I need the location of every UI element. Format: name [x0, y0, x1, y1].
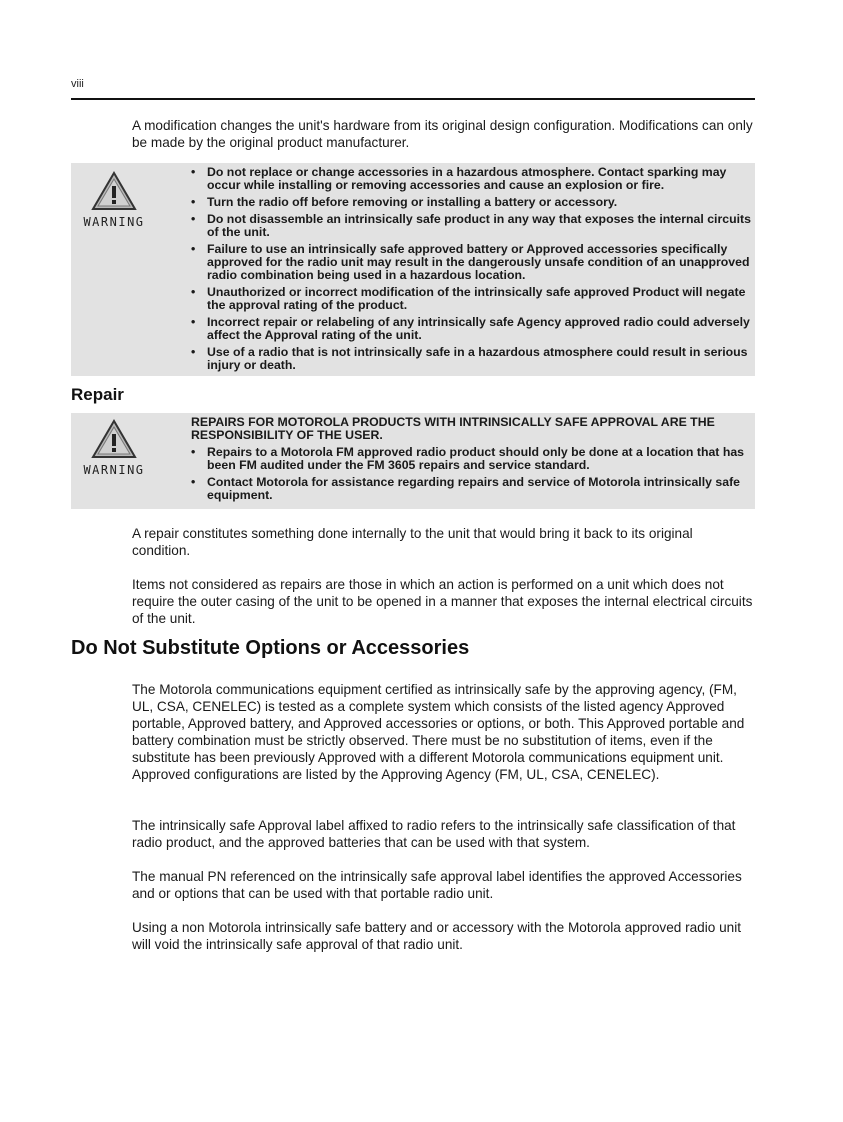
warning-item: • Use of a radio that is not intrinsically safe in a hazardous atmosphere could result in serious injury or death. — [191, 346, 751, 372]
substitute-paragraph: The intrinsically safe Approval label affixed to radio refers to the intrinsically safe classification of that radio product, and the approved batteries that can be used with that system. — [132, 818, 736, 850]
warning-box-hazardous — [71, 163, 755, 376]
page-number: viii — [71, 78, 84, 90]
header-rule — [71, 98, 755, 100]
substitute-heading: Do Not Substitute Options or Accessories — [71, 637, 470, 659]
warning-item: • Incorrect repair or relabeling of any intrinsically safe Agency approved radio could adversely affect the Approval rating of the unit. — [191, 316, 751, 342]
substitute-paragraph: Using a non Motorola intrinsically safe battery and or accessory with the Motorola approved radio unit will void the intrinsically safe approval of that radio unit. — [132, 920, 742, 952]
repair-heading: Repair — [71, 385, 124, 404]
warning-list — [191, 446, 751, 502]
substitute-paragraph: The Motorola communications equipment certified as intrinsically safe by the approving agency, (FM, UL, CSA, CENELEC) is tested as a complete system which consists of the listed agency Approved portable, Approved battery, and Approved accessories or options, or both. This Approved portable and battery combination must be strictly observed. There must be no substitution of items, even if the substitute has been previously Approved with a different Motorola communications equipment unit. Approved configurations are listed by the Approving Agency (FM, UL, CSA, CENELEC). — [132, 682, 745, 782]
warning-content — [191, 416, 751, 506]
warning-box-repair — [71, 413, 755, 509]
warning-item: • Contact Motorola for assistance regarding repairs and service of Motorola intrinsically safe equipment. — [191, 476, 751, 502]
substitute-paragraph: The manual PN referenced on the intrinsically safe approval label identifies the approved Accessories and or options that can be used with that portable radio unit. — [132, 869, 742, 901]
warning-item: • Do not disassemble an intrinsically safe product in any way that exposes the internal circuits of the unit. — [191, 213, 751, 239]
warning-label: WARNING — [83, 215, 145, 229]
repair-paragraph: A repair constitutes something done internally to the unit that would bring it back to its original condition. — [132, 526, 693, 558]
warning-list — [191, 166, 751, 372]
warning-item: • Turn the radio off before removing or installing a battery or accessory. — [191, 196, 751, 209]
warning-item: • Do not replace or change accessories in a hazardous atmosphere. Contact sparking may occur while installing or removing accessories and cause an explosion or fire. — [191, 166, 751, 192]
warning-item: • Failure to use an intrinsically safe approved battery or Approved accessories specifically approved for the radio unit may result in the dangerously unsafe condition of an unapproved radio combination being used in a hazardous location. — [191, 243, 751, 282]
warning-item: • Repairs to a Motorola FM approved radio product should only be done at a location that has been FM audited under the FM 3605 repairs and service standard. — [191, 446, 751, 472]
intro-paragraph: A modification changes the unit's hardware from its original design configuration. Modifications can only be made by the original product manufacturer. — [132, 118, 753, 150]
warning-icon-block — [71, 419, 157, 477]
warning-label: WARNING — [83, 463, 145, 477]
warning-icon-block — [71, 171, 157, 229]
warning-item: • Unauthorized or incorrect modification of the intrinsically safe approved Product will negate the approval rating of the product. — [191, 286, 751, 312]
repair-paragraph: Items not considered as repairs are those in which an action is performed on a unit which does not require the outer casing of the unit to be opened in a manner that exposes the internal electrical circuits of the unit. — [132, 577, 753, 626]
warning-triangle-icon — [91, 171, 137, 211]
warning-content — [191, 166, 751, 376]
warning-triangle-icon — [91, 419, 137, 459]
warning-heading: REPAIRS FOR MOTOROLA PRODUCTS WITH INTRINSICALLY SAFE APPROVAL ARE THE RESPONSIBILITY OF THE USER. — [191, 415, 715, 442]
